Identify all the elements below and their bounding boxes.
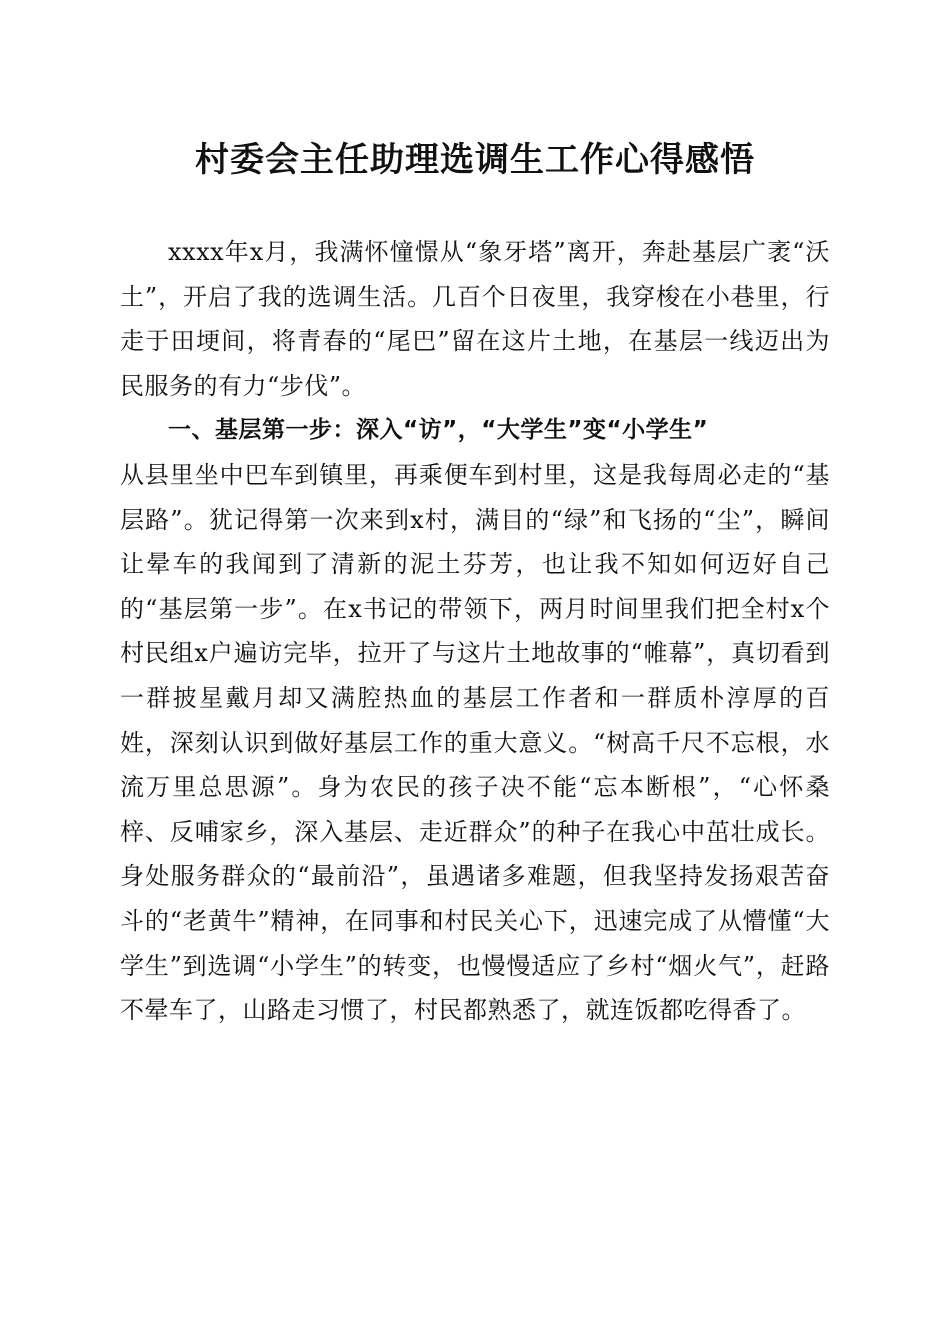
section-paragraph: 从县里坐中巴车到镇里，再乘便车到村里，这是我每周必走的“基层路”。犹记得第一次来到x村，满目的“绿”和飞扬的“尘”，瞬间让晕车的我闻到了清新的泥土芬芳，也让我不知如何迈好自己的“基层第一步”。在x书记的带领下，两月时间里我们把全村x个村民组x户遍访完毕，拉开了与这片土地故事的“帷幕”，真切看到一群披星戴月却又满腔热血的基层工作者和一群质朴淳厚的百姓，深刻认识到做好基层工作的重大意义。“树高千尺不忘根，水流万里总思源”。身为农民的孩子决不能“忘本断根”，“心怀桑梓、反哺家乡，深入基层、走近群众”的种子在我心中茁壮成长。身处服务群众的“最前沿”，虽遇诸多难题，但我坚持发扬艰苦奋斗的“老黄牛”精神，在同事和村民关心下，迅速完成了从懵懂“大学生”到选调“小学生”的转变，也慢慢适应了乡村“烟火气”，赶路不晕车了，山路走习惯了，村民都熟悉了，就连饭都吃得香了。 — [120, 460, 830, 1025]
document-title: 村委会主任助理选调生工作心得感悟 — [195, 140, 755, 180]
intro-paragraph: xxxx年x月，我满怀憧憬从“象牙塔”离开，奔赴基层广袤“沃土”，开启了我的选调生活。几百个日夜里，我穿梭在小巷里，行走于田埂间，将青春的“尾巴”留在这片土地，在基层一线迈出为民服务的有力“步伐”。 — [120, 238, 830, 400]
document-body — [120, 230, 830, 1033]
section-heading: 一、基层第一步：深入“访”，“大学生”变“小学生” — [168, 417, 709, 444]
